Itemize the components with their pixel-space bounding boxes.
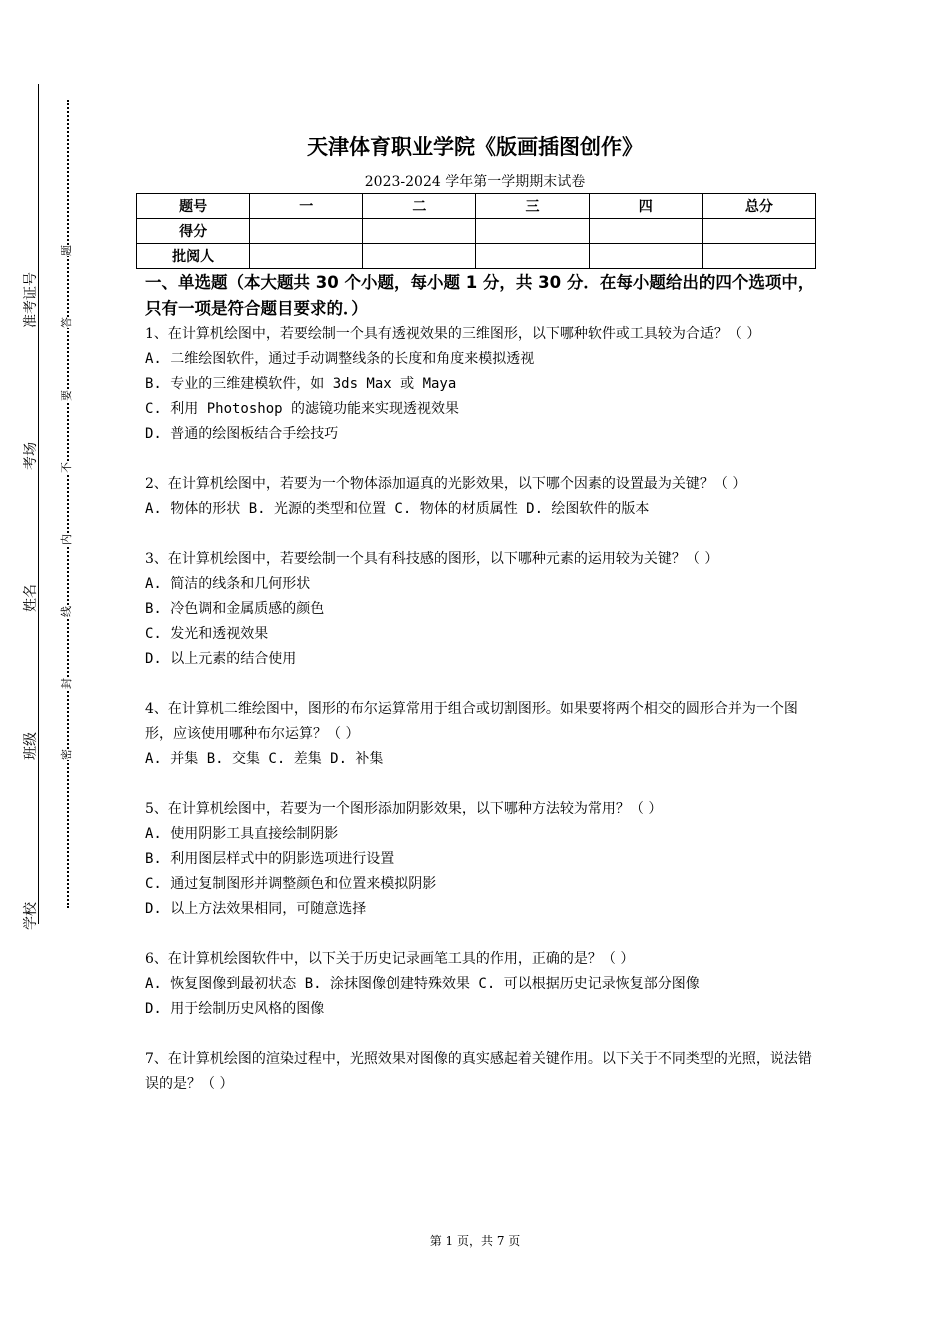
question-content	[145, 270, 817, 1097]
score-cell[interactable]	[476, 244, 589, 269]
score-cell[interactable]	[250, 244, 363, 269]
score-table-header-cell: 总分	[702, 194, 815, 219]
score-cell[interactable]	[589, 219, 702, 244]
score-cell[interactable]	[589, 244, 702, 269]
question-option: A. 物体的形状 B. 光源的类型和位置 C. 物体的材质属性 D. 绘图软件的版本	[145, 501, 650, 517]
section-title: 一、单选题（本大题共 30 个小题，每小题 1 分，共 30 分．在每小题给出的四个选项中，只有一项是符合题目要求的．）	[145, 273, 815, 318]
question-option: A. 并集 B. 交集 C. 差集 D. 补集	[145, 751, 384, 767]
exam-title: 天津体育职业学院《版画插图创作》	[307, 135, 643, 159]
margin-label-name: 姓名	[23, 584, 39, 612]
score-cell[interactable]	[476, 219, 589, 244]
score-cell[interactable]	[702, 244, 815, 269]
question-stem: 2、在计算机绘图中，若要为一个物体添加逼真的光影效果，以下哪个因素的设置最为关键？（ ）	[145, 476, 747, 492]
score-cell[interactable]	[250, 219, 363, 244]
question-stem: 5、在计算机绘图中，若要为一个图形添加阴影效果，以下哪种方法较为常用？（ ）	[145, 801, 663, 817]
seal-dotted-line	[67, 100, 69, 908]
exam-subtitle: 2023-2024 学年第一学期期末试卷	[364, 174, 586, 190]
seal-char: 答	[60, 317, 73, 328]
score-table	[136, 193, 816, 269]
score-table-header-cell: 题号	[137, 194, 250, 219]
margin-label-exam-room: 考场	[23, 442, 39, 470]
question-option: A. 使用阴影工具直接绘制阴影	[145, 826, 339, 842]
seal-char: 不	[60, 462, 73, 473]
question-option: A. 二维绘图软件，通过手动调整线条的长度和角度来模拟透视	[145, 351, 535, 367]
seal-char: 密	[60, 749, 73, 760]
question-option: C. 利用 Photoshop 的滤镜功能来实现透视效果	[145, 401, 460, 417]
seal-char: 线	[60, 606, 73, 617]
score-table-row	[137, 219, 816, 244]
question-option: D. 以上元素的结合使用	[145, 651, 297, 667]
question-option: B. 专业的三维建模软件，如 3ds Max 或 Maya	[145, 376, 457, 392]
seal-char: 内	[60, 534, 73, 545]
score-table-header-cell: 一	[250, 194, 363, 219]
question-stem: 3、在计算机绘图中，若要绘制一个具有科技感的图形，以下哪种元素的运用较为关键？（ ）	[145, 551, 719, 567]
question-option: B. 冷色调和金属质感的颜色	[145, 601, 325, 617]
question-option: D. 用于绘制历史风格的图像	[145, 1001, 325, 1017]
margin-label-class: 班级	[23, 732, 39, 760]
score-cell[interactable]	[363, 219, 476, 244]
margin-label-admission-number: 准考证号	[23, 272, 39, 328]
seal-char: 要	[60, 390, 73, 401]
question-stem: 7、在计算机绘图的渲染过程中，光照效果对图像的真实感起着关键作用。以下关于不同类型的光照，说法错误的是？（ ）	[145, 1051, 812, 1092]
score-table-header-cell: 三	[476, 194, 589, 219]
question-option: D. 以上方法效果相同，可随意选择	[145, 901, 367, 917]
score-cell[interactable]	[702, 219, 815, 244]
question-option: A. 简洁的线条和几何形状	[145, 576, 311, 592]
page-footer: 第 1 页，共 7 页	[429, 1234, 521, 1248]
question-option: B. 利用图层样式中的阴影选项进行设置	[145, 851, 395, 867]
score-table-row	[137, 244, 816, 269]
score-row-label: 得分	[137, 219, 250, 244]
binding-line	[38, 84, 39, 924]
seal-char: 封	[60, 678, 73, 689]
question-stem: 6、在计算机绘图软件中，以下关于历史记录画笔工具的作用，正确的是？（ ）	[145, 951, 635, 967]
question-stem: 4、在计算机二维绘图中，图形的布尔运算常用于组合或切割图形。如果要将两个相交的圆形合并为一个图形，应该使用哪种布尔运算？（ ）	[145, 701, 798, 742]
margin-label-school: 学校	[23, 902, 39, 930]
question-stem: 1、在计算机绘图中，若要绘制一个具有透视效果的三维图形，以下哪种软件或工具较为合适？（ ）	[145, 326, 761, 342]
score-table-header-row	[137, 194, 816, 219]
question-option: D. 普通的绘图板结合手绘技巧	[145, 426, 339, 442]
score-row-label: 批阅人	[137, 244, 250, 269]
score-table-header-cell: 二	[363, 194, 476, 219]
seal-char: 题	[60, 245, 73, 256]
question-option: A. 恢复图像到最初状态 B. 涂抹图像创建特殊效果 C. 可以根据历史记录恢复部分图像	[145, 976, 700, 992]
question-option: C. 通过复制图形并调整颜色和位置来模拟阴影	[145, 876, 437, 892]
score-cell[interactable]	[363, 244, 476, 269]
question-option: C. 发光和透视效果	[145, 626, 269, 642]
score-table-header-cell: 四	[589, 194, 702, 219]
